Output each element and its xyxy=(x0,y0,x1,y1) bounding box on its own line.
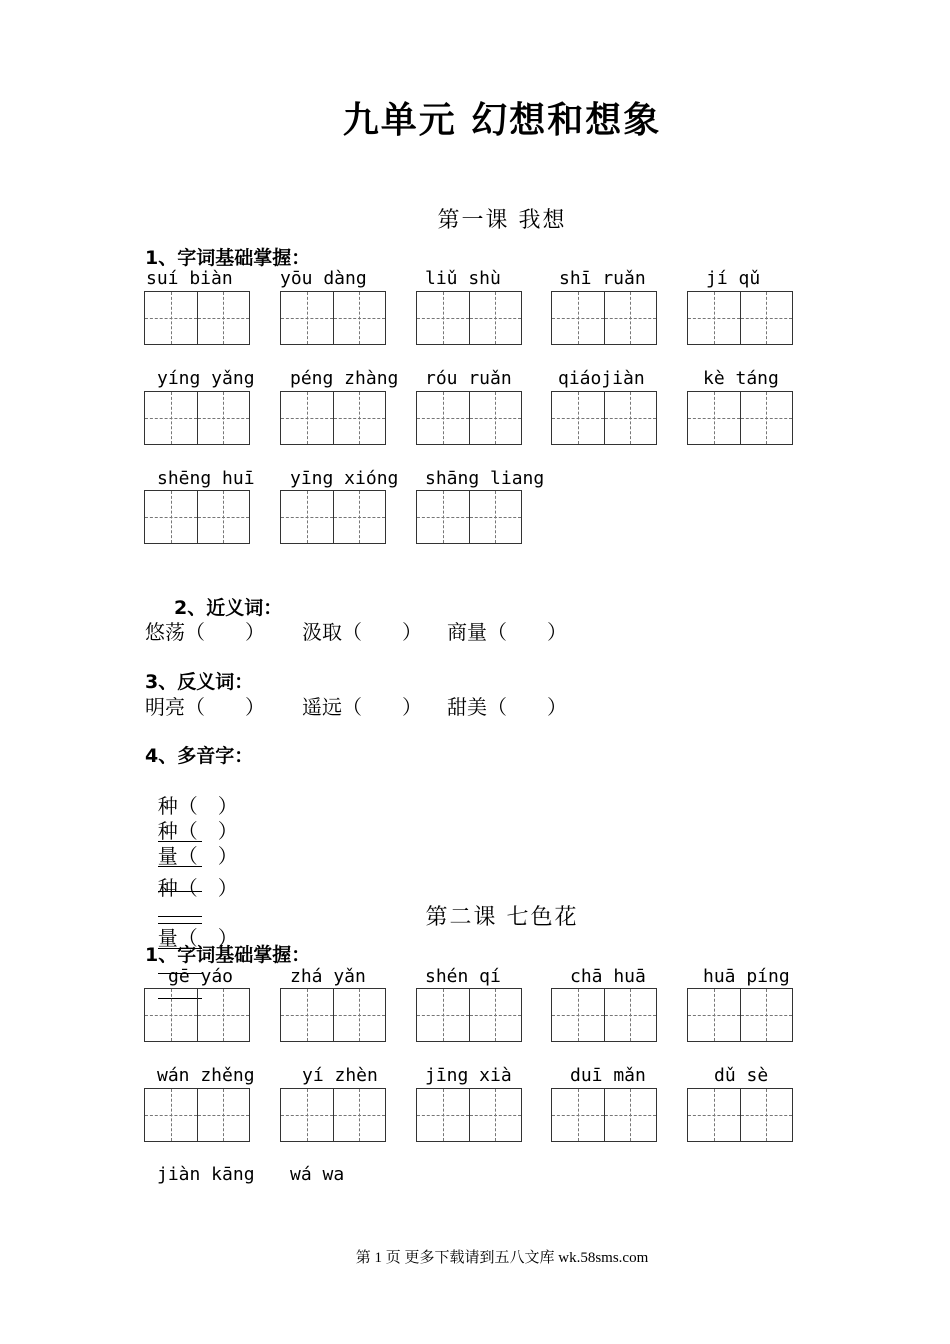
pinyin-label: dǔ sè xyxy=(714,1065,769,1086)
lesson1-title: 第一课 我想 xyxy=(437,208,567,233)
pinyin-label: zhá yǎn xyxy=(290,966,366,987)
antonym-item: 遥远（ ） xyxy=(302,695,422,719)
pinyin-label: péng zhàng xyxy=(290,368,399,389)
writing-grid[interactable] xyxy=(416,988,522,1042)
pinyin-label: róu ruǎn xyxy=(425,368,512,389)
pinyin-label: wá wa xyxy=(290,1164,345,1185)
antonym-item: 甜美（ ） xyxy=(447,695,567,719)
polyphone-char: 种（ ） xyxy=(157,819,238,843)
pinyin-label: yíng yǎng xyxy=(157,368,255,389)
writing-grid[interactable] xyxy=(551,988,657,1042)
lesson2-sec1-heading: 1、字词基础掌握： xyxy=(145,944,311,966)
writing-grid[interactable] xyxy=(144,1088,250,1142)
lesson1-sec3-heading: 3、反义词： xyxy=(145,671,254,693)
lesson1-sec2-heading: 2、近义词： xyxy=(174,597,283,619)
writing-grid[interactable] xyxy=(144,391,250,445)
writing-grid[interactable] xyxy=(416,1088,522,1142)
pinyin-label: chā huā xyxy=(570,966,646,987)
pinyin-label: shī ruǎn xyxy=(559,268,646,289)
writing-grid[interactable] xyxy=(416,490,522,544)
pinyin-label: yōu dàng xyxy=(280,268,367,289)
writing-grid[interactable] xyxy=(280,1088,386,1142)
writing-grid[interactable] xyxy=(280,291,386,345)
answer-blank[interactable] xyxy=(158,873,202,892)
writing-grid[interactable] xyxy=(280,391,386,445)
pinyin-label: huā píng xyxy=(703,966,790,987)
writing-grid[interactable] xyxy=(551,1088,657,1142)
page-footer: 第 1 页 更多下载请到五八文库 wk.58sms.com xyxy=(355,1250,649,1266)
lesson1-sec4-heading: 4、多音字： xyxy=(145,745,254,767)
pinyin-label: suí biàn xyxy=(146,268,233,289)
writing-grid[interactable] xyxy=(280,490,386,544)
writing-grid[interactable] xyxy=(144,988,250,1042)
pinyin-label: qiáojiàn xyxy=(558,368,645,389)
writing-grid[interactable] xyxy=(551,391,657,445)
pinyin-label: yí zhèn xyxy=(302,1065,378,1086)
writing-grid[interactable] xyxy=(280,988,386,1042)
lesson1-sec1-heading: 1、字词基础掌握： xyxy=(145,247,311,269)
pinyin-label: yīng xióng xyxy=(290,468,399,489)
synonym-item: 悠荡（ ） xyxy=(145,620,265,644)
writing-grid[interactable] xyxy=(687,291,793,345)
pinyin-label: liǔ shù xyxy=(425,268,501,289)
pinyin-label: shāng liang xyxy=(425,468,545,489)
writing-grid[interactable] xyxy=(144,490,250,544)
writing-grid[interactable] xyxy=(416,391,522,445)
lesson2-title: 第二课 七色花 xyxy=(425,905,579,930)
pinyin-label: shén qí xyxy=(425,966,501,987)
pinyin-label: duī mǎn xyxy=(570,1065,646,1086)
polyphone-char: 种（ ） xyxy=(157,794,238,818)
pinyin-label: kè táng xyxy=(703,368,779,389)
writing-grid[interactable] xyxy=(416,291,522,345)
pinyin-label: jí qǔ xyxy=(706,268,761,289)
writing-grid[interactable] xyxy=(551,291,657,345)
writing-grid[interactable] xyxy=(687,1088,793,1142)
synonym-item: 商量（ ） xyxy=(447,620,567,644)
pinyin-label: wán zhěng xyxy=(157,1065,255,1086)
writing-grid[interactable] xyxy=(144,291,250,345)
polyphone-char: 量（ ） xyxy=(157,844,238,868)
polyphone-char: 量（ ） xyxy=(157,926,238,950)
synonym-item: 汲取（ ） xyxy=(302,620,422,644)
writing-grid[interactable] xyxy=(687,391,793,445)
pinyin-label: jiàn kāng xyxy=(157,1164,255,1185)
page-title: 九单元 幻想和想象 xyxy=(342,99,662,141)
polyphone-char: 种（ ） xyxy=(157,876,238,900)
antonym-item: 明亮（ ） xyxy=(145,695,265,719)
pinyin-label: gē yáo xyxy=(168,966,234,987)
writing-grid[interactable] xyxy=(687,988,793,1042)
pinyin-label: jīng xià xyxy=(425,1065,512,1086)
pinyin-label: shēng huī xyxy=(157,468,255,489)
